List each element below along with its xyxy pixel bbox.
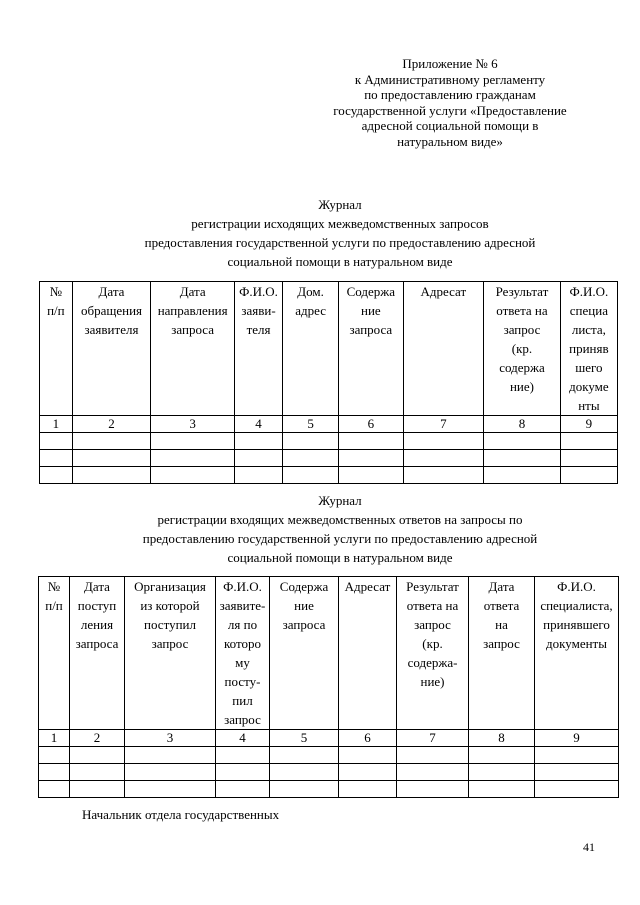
column-header: Ф.И.О. заяви- теля	[235, 282, 283, 416]
table-cell	[484, 467, 561, 484]
journal-title: Журнал	[318, 493, 362, 508]
column-header: Ф.И.О. специа листа, приняв шего докуме нты	[560, 282, 617, 416]
appendix-line: адресной социальной помощи в	[361, 118, 539, 134]
table-cell	[283, 450, 339, 467]
table-cell	[216, 747, 270, 764]
column-number: 7	[397, 730, 469, 747]
table-cell	[397, 747, 469, 764]
table-cell	[403, 450, 484, 467]
table-cell	[72, 467, 151, 484]
column-number: 4	[216, 730, 270, 747]
table-cell	[235, 450, 283, 467]
table-cell	[560, 467, 617, 484]
table-cell	[535, 764, 619, 781]
table-cell	[283, 467, 339, 484]
table-row	[40, 433, 618, 450]
column-header: Адресат	[339, 577, 397, 730]
table-cell	[469, 764, 535, 781]
table-cell	[270, 781, 339, 798]
appendix-line: Приложение № 6	[402, 56, 498, 71]
table-cell	[535, 747, 619, 764]
column-number: 1	[39, 730, 70, 747]
journal-incoming-title-block	[40, 491, 640, 567]
column-number: 5	[270, 730, 339, 747]
table-cell	[235, 467, 283, 484]
table-row	[39, 747, 619, 764]
table-cell	[216, 764, 270, 781]
table-cell	[403, 467, 484, 484]
column-header: Организация из которой поступил запрос	[125, 577, 216, 730]
table-cell	[469, 747, 535, 764]
table-cell	[339, 764, 397, 781]
column-number: 6	[339, 416, 403, 433]
column-number: 8	[469, 730, 535, 747]
column-header: Дата направления запроса	[151, 282, 235, 416]
table-row	[40, 467, 618, 484]
appendix-header	[300, 56, 600, 150]
column-header: Содержа ние запроса	[270, 577, 339, 730]
journal-subtitle-line: регистрации входящих межведомственных ответов на запросы по	[157, 512, 523, 527]
column-header: Дата поступ ления запроса	[70, 577, 125, 730]
table-row	[39, 764, 619, 781]
page-number: 41	[583, 840, 595, 854]
table-cell	[125, 764, 216, 781]
table-cell	[339, 433, 403, 450]
table-cell	[70, 764, 125, 781]
appendix-line: натуральном виде»	[397, 133, 503, 149]
column-header: Дом. адрес	[283, 282, 339, 416]
column-header: № п/п	[39, 577, 70, 730]
appendix-line: к Административному регламенту	[354, 71, 546, 87]
table-cell	[560, 450, 617, 467]
table-cell	[70, 747, 125, 764]
appendix-line: по предоставлению гражданам	[364, 87, 536, 103]
appendix-line: государственной услуги «Предоставление	[333, 102, 567, 118]
journal-outgoing-title-block	[40, 195, 640, 271]
column-header: Содержа ние запроса	[339, 282, 403, 416]
table-cell	[484, 433, 561, 450]
column-number: 3	[125, 730, 216, 747]
column-number: 5	[283, 416, 339, 433]
column-header: Дата обращения заявителя	[72, 282, 151, 416]
table-cell	[125, 747, 216, 764]
column-header: Дата ответа на запрос	[469, 577, 535, 730]
column-number: 6	[339, 730, 397, 747]
table-cell	[39, 764, 70, 781]
table-cell	[397, 764, 469, 781]
table-header-row	[40, 282, 618, 416]
column-header: Результат ответа на запрос (кр. содержа- ние)	[397, 577, 469, 730]
column-number: 9	[560, 416, 617, 433]
table-cell	[270, 764, 339, 781]
table-cell	[40, 450, 73, 467]
table-cell	[151, 467, 235, 484]
journal-incoming-table	[38, 576, 619, 798]
signature-line: Начальник отдела государственных	[82, 807, 280, 822]
journal-subtitle-line: регистрации исходящих межведомственных запросов	[191, 216, 489, 231]
column-number: 9	[535, 730, 619, 747]
column-number: 8	[484, 416, 561, 433]
table-cell	[39, 781, 70, 798]
table-cell	[216, 781, 270, 798]
column-header: Результат ответа на запрос (кр. содержа ние)	[484, 282, 561, 416]
table-cell	[235, 433, 283, 450]
table-cell	[40, 433, 73, 450]
table-header-row	[39, 577, 619, 730]
table-cell	[70, 781, 125, 798]
table-row	[39, 781, 619, 798]
column-number: 2	[72, 416, 151, 433]
table-cell	[469, 781, 535, 798]
table-cell	[397, 781, 469, 798]
column-header: Ф.И.О. специалиста, принявшего документы	[535, 577, 619, 730]
table-cell	[151, 433, 235, 450]
table-cell	[560, 433, 617, 450]
table-row	[40, 450, 618, 467]
table-cell	[72, 433, 151, 450]
journal-title: Журнал	[318, 197, 362, 212]
journal-subtitle-line: социальной помощи в натуральном виде	[227, 254, 453, 269]
table-cell	[283, 433, 339, 450]
table-cell	[403, 433, 484, 450]
column-number: 3	[151, 416, 235, 433]
table-cell	[72, 450, 151, 467]
column-number: 7	[403, 416, 484, 433]
table-cell	[40, 467, 73, 484]
table-row	[39, 730, 619, 747]
table-cell	[535, 781, 619, 798]
table-row	[40, 416, 618, 433]
table-cell	[151, 450, 235, 467]
journal-subtitle-line: предоставления государственной услуги по предоставлению адресной	[144, 235, 536, 250]
journal-subtitle-line: предоставлению государственной услуги по предоставлению адресной	[142, 531, 538, 546]
table-cell	[39, 747, 70, 764]
table-cell	[339, 747, 397, 764]
column-header: № п/п	[40, 282, 73, 416]
column-header: Адресат	[403, 282, 484, 416]
column-number: 2	[70, 730, 125, 747]
column-number: 1	[40, 416, 73, 433]
table-cell	[339, 781, 397, 798]
table-cell	[484, 450, 561, 467]
table-cell	[339, 450, 403, 467]
table-cell	[339, 467, 403, 484]
table-cell	[125, 781, 216, 798]
journal-outgoing-table	[39, 281, 618, 484]
table-cell	[270, 747, 339, 764]
journal-subtitle-line: социальной помощи в натуральном виде	[227, 550, 453, 565]
column-number: 4	[235, 416, 283, 433]
column-header: Ф.И.О. заявите- ля по которо му посту- пил запрос	[216, 577, 270, 730]
